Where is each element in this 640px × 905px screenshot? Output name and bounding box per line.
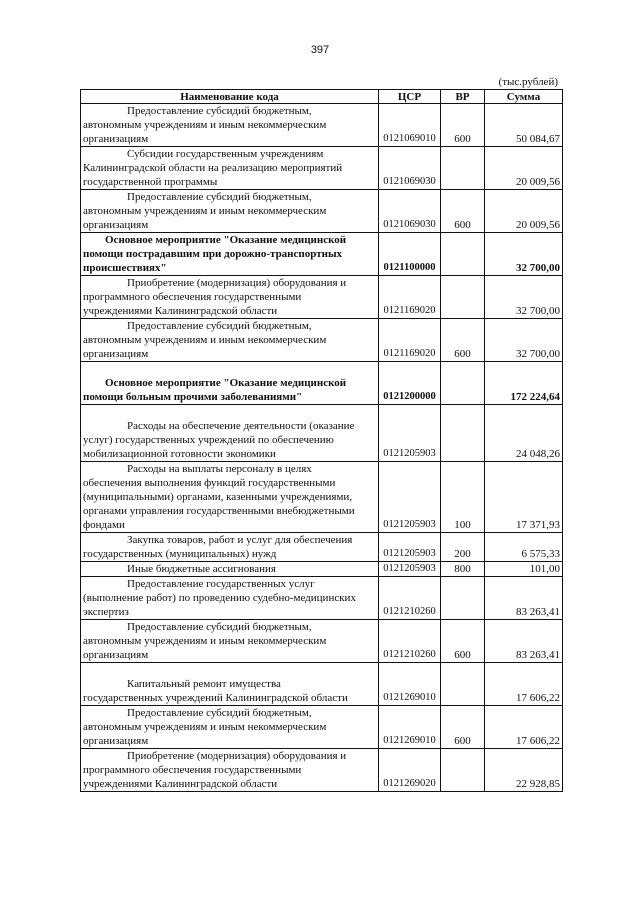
row-vr-cell: 600 bbox=[441, 319, 485, 362]
row-name-cell: Основное мероприятие "Оказание медицинской помощи пострадавшим при дорожно-транспортных происшествиях" bbox=[81, 233, 379, 276]
table-row bbox=[81, 233, 563, 276]
table-row bbox=[81, 462, 563, 533]
table-body bbox=[81, 104, 563, 792]
row-vr-cell: 600 bbox=[441, 104, 485, 147]
table-row bbox=[81, 706, 563, 749]
row-csr-cell: 0121205903 bbox=[379, 562, 441, 577]
row-csr-cell: 0121210260 bbox=[379, 577, 441, 620]
row-vr-cell bbox=[441, 405, 485, 462]
row-name-cell: Предоставление субсидий бюджетным, автономным учреждениям и иным некоммерческим организациям bbox=[81, 190, 379, 233]
table-row bbox=[81, 663, 563, 706]
row-csr-cell: 0121205903 bbox=[379, 462, 441, 533]
row-name-cell: Расходы на выплаты персоналу в целях обеспечения выполнения функций государственными (муниципальными) органами, казенными учреждениями, органами управления государственными внебюджетными фондами bbox=[81, 462, 379, 533]
row-sum-cell: 172 224,64 bbox=[485, 362, 563, 405]
units-label: (тыс.рублей) bbox=[498, 76, 558, 88]
row-sum-cell: 101,00 bbox=[485, 562, 563, 577]
table-row bbox=[81, 147, 563, 190]
row-sum-cell: 83 263,41 bbox=[485, 577, 563, 620]
row-csr-cell: 0121069010 bbox=[379, 104, 441, 147]
row-sum-cell: 17 606,22 bbox=[485, 706, 563, 749]
row-vr-cell bbox=[441, 276, 485, 319]
row-sum-cell: 50 084,67 bbox=[485, 104, 563, 147]
row-vr-cell: 200 bbox=[441, 533, 485, 562]
row-sum-cell: 6 575,33 bbox=[485, 533, 563, 562]
row-vr-cell: 600 bbox=[441, 620, 485, 663]
row-csr-cell: 0121069030 bbox=[379, 147, 441, 190]
row-sum-cell: 32 700,00 bbox=[485, 319, 563, 362]
row-sum-cell: 17 371,93 bbox=[485, 462, 563, 533]
table-header-row bbox=[81, 90, 563, 104]
row-name-cell: Приобретение (модернизация) оборудования и программного обеспечения государственными учреждениями Калининградской области bbox=[81, 749, 379, 792]
row-sum-cell: 20 009,56 bbox=[485, 190, 563, 233]
row-csr-cell: 0121269010 bbox=[379, 663, 441, 706]
row-name-cell: Расходы на обеспечение деятельности (оказание услуг) государственных учреждений по обеспечению мобилизационной готовности экономики bbox=[81, 405, 379, 462]
row-name-cell: Субсидии государственным учреждениям Калининградской области на реализацию мероприятий государственной программы bbox=[81, 147, 379, 190]
row-csr-cell: 0121210260 bbox=[379, 620, 441, 663]
header-vr: ВР bbox=[441, 90, 485, 104]
header-sum: Сумма bbox=[485, 90, 563, 104]
row-vr-cell bbox=[441, 749, 485, 792]
row-sum-cell: 24 048,26 bbox=[485, 405, 563, 462]
row-csr-cell: 0121200000 bbox=[379, 362, 441, 405]
row-csr-cell: 0121205903 bbox=[379, 533, 441, 562]
table-row bbox=[81, 104, 563, 147]
row-name-cell: Предоставление субсидий бюджетным, автономным учреждениям и иным некоммерческим организациям bbox=[81, 319, 379, 362]
budget-table bbox=[80, 89, 563, 792]
row-name-cell: Капитальный ремонт имущества государственных учреждений Калининградской области bbox=[81, 663, 379, 706]
row-csr-cell: 0121100000 bbox=[379, 233, 441, 276]
row-vr-cell: 800 bbox=[441, 562, 485, 577]
table-row bbox=[81, 362, 563, 405]
row-name-cell: Предоставление государственных услуг (выполнение работ) по проведению судебно-медицинских экспертиз bbox=[81, 577, 379, 620]
row-sum-cell: 17 606,22 bbox=[485, 663, 563, 706]
table-row bbox=[81, 749, 563, 792]
row-csr-cell: 0121269010 bbox=[379, 706, 441, 749]
row-vr-cell: 600 bbox=[441, 706, 485, 749]
row-vr-cell: 600 bbox=[441, 190, 485, 233]
row-csr-cell: 0121169020 bbox=[379, 276, 441, 319]
row-sum-cell: 32 700,00 bbox=[485, 276, 563, 319]
header-name: Наименование кода bbox=[81, 90, 379, 104]
row-name-cell: Основное мероприятие "Оказание медицинской помощи больным прочими заболеваниями" bbox=[81, 362, 379, 405]
row-name-cell: Иные бюджетные ассигнования bbox=[81, 562, 379, 577]
table-row bbox=[81, 276, 563, 319]
header-csr: ЦСР bbox=[379, 90, 441, 104]
row-vr-cell bbox=[441, 233, 485, 276]
row-name-cell: Закупка товаров, работ и услуг для обеспечения государственных (муниципальных) нужд bbox=[81, 533, 379, 562]
row-sum-cell: 20 009,56 bbox=[485, 147, 563, 190]
row-vr-cell bbox=[441, 362, 485, 405]
row-vr-cell bbox=[441, 577, 485, 620]
row-sum-cell: 32 700,00 bbox=[485, 233, 563, 276]
table-row bbox=[81, 533, 563, 562]
table-row bbox=[81, 405, 563, 462]
row-sum-cell: 22 928,85 bbox=[485, 749, 563, 792]
row-csr-cell: 0121205903 bbox=[379, 405, 441, 462]
table-row bbox=[81, 620, 563, 663]
row-sum-cell: 83 263,41 bbox=[485, 620, 563, 663]
row-vr-cell: 100 bbox=[441, 462, 485, 533]
row-name-cell: Предоставление субсидий бюджетным, автономным учреждениям и иным некоммерческим организациям bbox=[81, 104, 379, 147]
page-number: 397 bbox=[310, 44, 330, 56]
row-csr-cell: 0121069030 bbox=[379, 190, 441, 233]
row-csr-cell: 0121169020 bbox=[379, 319, 441, 362]
row-name-cell: Приобретение (модернизация) оборудования и программного обеспечения государственными учреждениями Калининградской области bbox=[81, 276, 379, 319]
row-vr-cell bbox=[441, 147, 485, 190]
table-row bbox=[81, 577, 563, 620]
row-vr-cell bbox=[441, 663, 485, 706]
table-row bbox=[81, 319, 563, 362]
row-name-cell: Предоставление субсидий бюджетным, автономным учреждениям и иным некоммерческим организациям bbox=[81, 620, 379, 663]
table-row bbox=[81, 190, 563, 233]
row-csr-cell: 0121269020 bbox=[379, 749, 441, 792]
table-row bbox=[81, 562, 563, 577]
row-name-cell: Предоставление субсидий бюджетным, автономным учреждениям и иным некоммерческим организациям bbox=[81, 706, 379, 749]
